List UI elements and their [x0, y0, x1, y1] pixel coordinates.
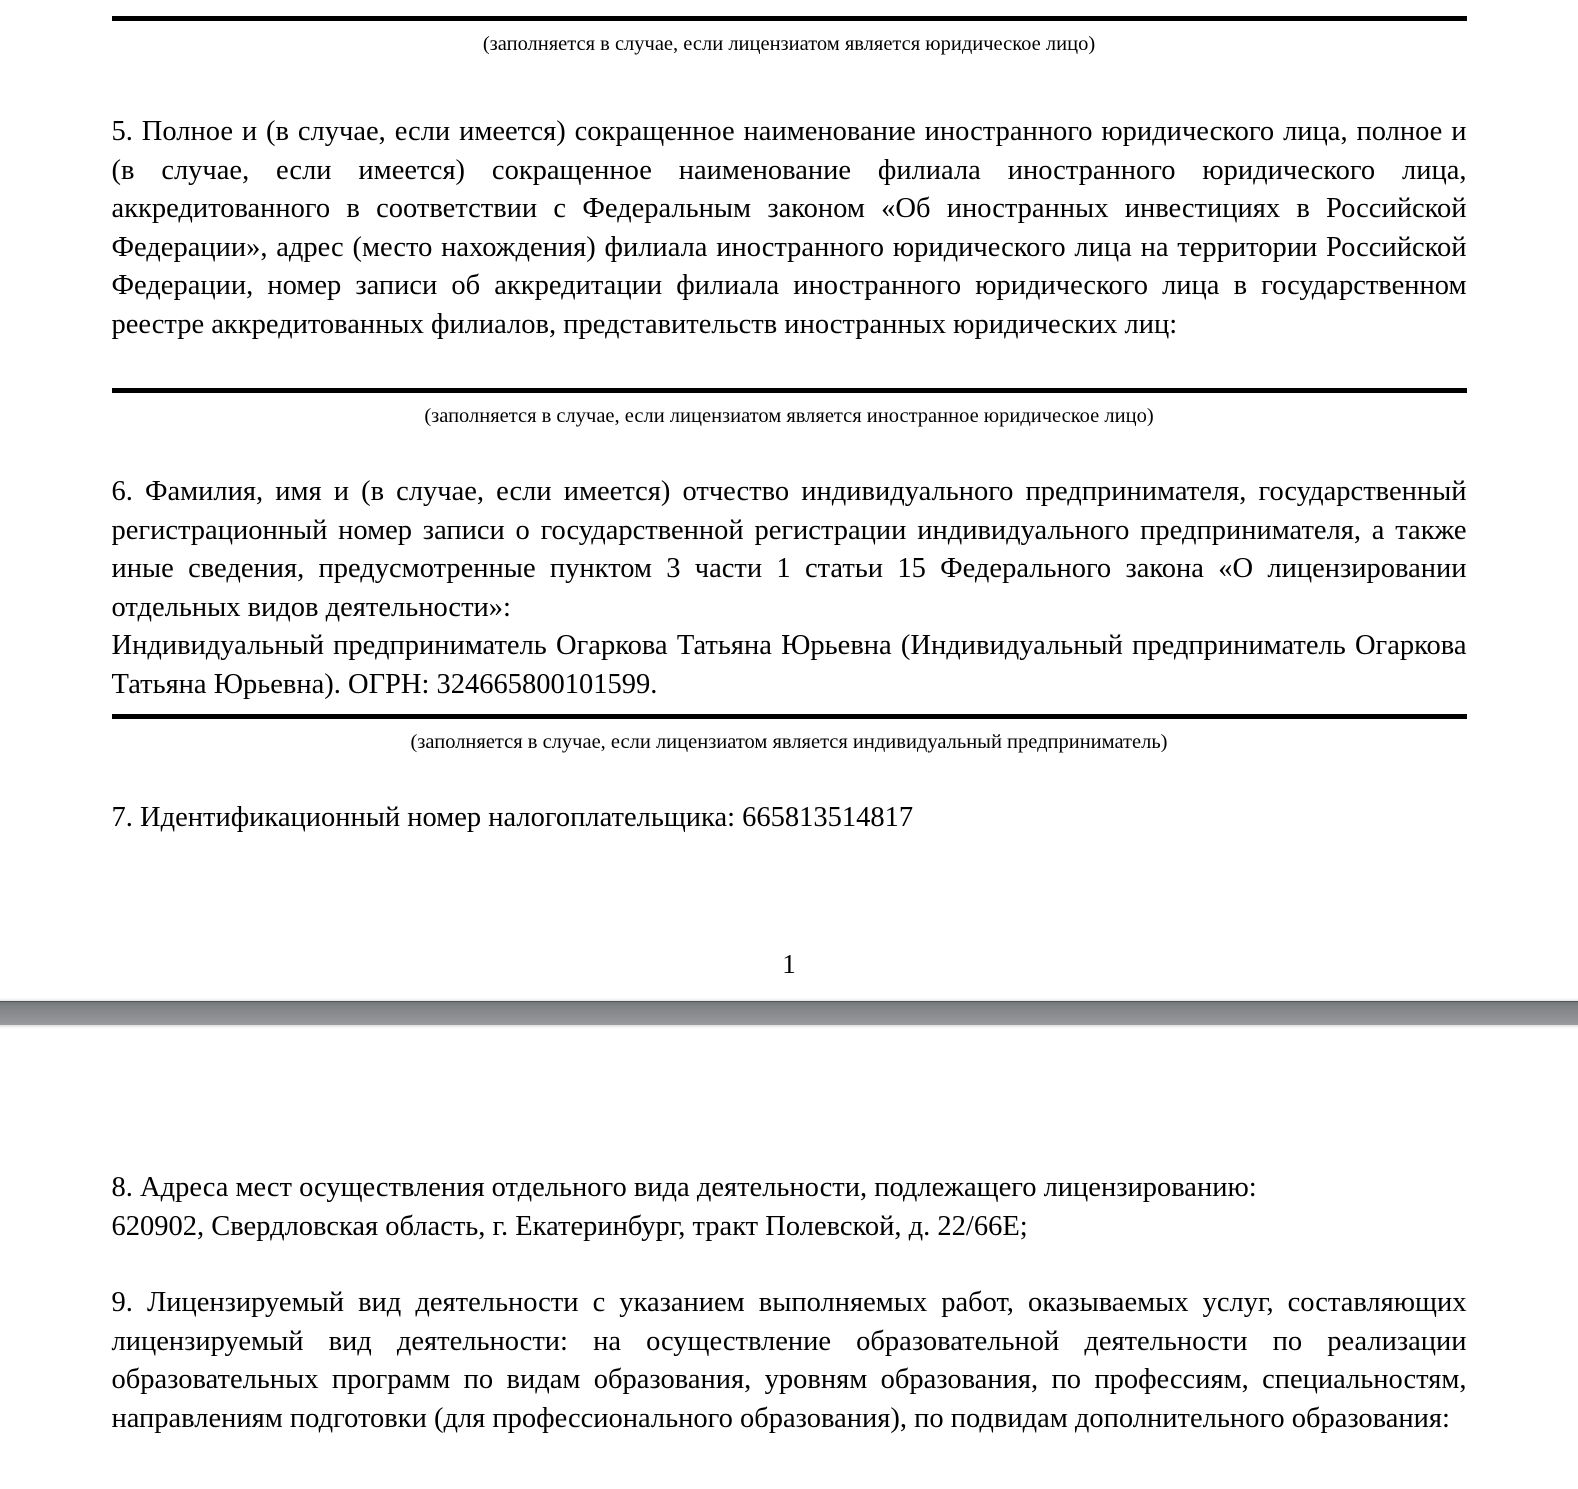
item-7-paragraph: 7. Идентификационный номер налогоплательщика: 665813514817 [111, 802, 914, 833]
page-break-separator [0, 1001, 1578, 1025]
spacer [112, 838, 1467, 914]
item-5-paragraph: 5. Полное и (в случае, если имеется) сокращенное наименование иностранного юридического лица, полное и (в случае, если имеется) сокращенное наименование филиала иностранного юридического лица, аккредитованного в соответствии с Федеральным законом «Об иностранных инвестициях в Российской Федерации», адрес (место нахождения) филиала иностранного юридического лица на территории Российской Федерации, номер записи об аккредитации филиала иностранного юридического лица в государственном реестре аккредитованных филиалов, представительств иностранных юридических лиц: [111, 116, 1467, 340]
caption-foreign-entity: (заполняется в случае, если лицензиатом является иностранное юридическое лицо) [424, 405, 1154, 427]
spacer [112, 1029, 1467, 1149]
item-6-value: Индивидуальный предприниматель Огаркова Татьяна Юрьевна (Индивидуальный предприниматель Огаркова Татьяна Юрьевна). ОГРН: 324665800101599. [111, 630, 1467, 700]
page-2-content-column [112, 1029, 1467, 1438]
caption-sole-proprietor: (заполняется в случае, если лицензиатом является индивидуальный предприниматель) [410, 731, 1168, 753]
page-1-content-column [112, 0, 1467, 980]
spacer [112, 393, 1467, 403]
spacer [112, 57, 1467, 113]
caption-legal-entity: (заполняется в случае, если лицензиатом является юридическое лицо) [482, 33, 1096, 55]
spacer [112, 755, 1467, 799]
item-8-address: 620902, Свердловская область, г. Екатеринбург, тракт Полевской, д. 22/66Е; [111, 1210, 1028, 1242]
spacer [112, 1149, 1467, 1169]
spacer [112, 21, 1467, 31]
item-9-paragraph: 9. Лицензируемый вид деятельности с указанием выполняемых работ, оказываемых услуг, составляющих лицензируемый вид деятельности: на осуществление образовательной деятельности по реализации образовательных программ по видам образования, уровням образования, по профессиям, специальностям, направлениям подготовки (для профессионального образования), по подвидам дополнительного образования: [111, 1287, 1467, 1434]
spacer [112, 429, 1467, 473]
page-number: 1 [782, 948, 796, 979]
spacer [112, 719, 1467, 729]
spacer [112, 1246, 1467, 1284]
document-page-2 [0, 1029, 1578, 1489]
item-8-paragraph: 8. Адреса мест осуществления отдельного вида деятельности, подлежащего лицензированию: [111, 1172, 1257, 1203]
spacer [112, 704, 1467, 714]
item-6-paragraph: 6. Фамилия, имя и (в случае, если имеется) отчество индивидуального предпринимателя, государственный регистрационный номер записи о государственной регистрации индивидуального предпринимателя, а также иные сведения, предусмотренные пунктом 3 части 1 статьи 15 Федерального закона «О лицензировании отдельных видов деятельности»: [111, 476, 1467, 623]
spacer [112, 0, 1467, 16]
spacer [112, 344, 1467, 388]
spacer [112, 914, 1467, 948]
